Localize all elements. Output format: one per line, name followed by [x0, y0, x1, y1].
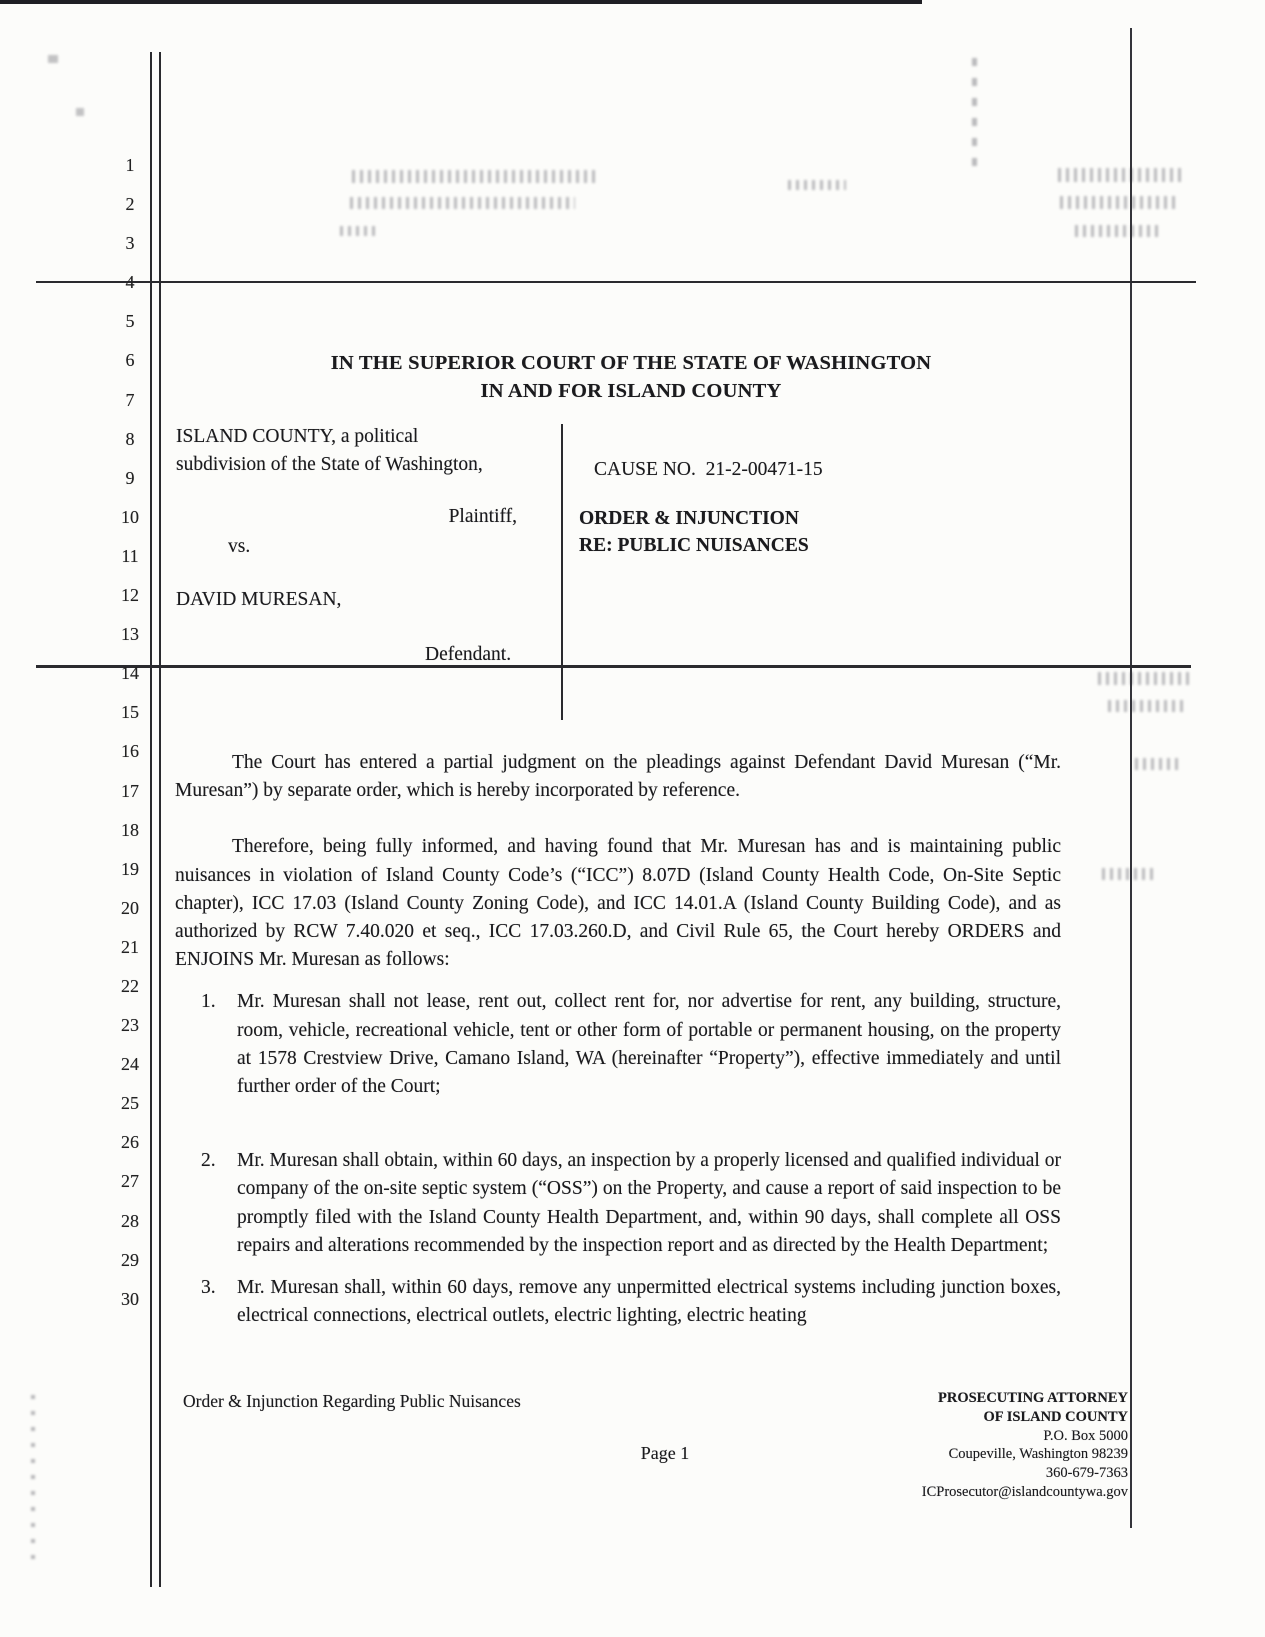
- line-number: 9: [125, 467, 135, 488]
- scan-artifact: [1098, 672, 1190, 685]
- defendant-name: DAVID MURESAN,: [176, 589, 342, 610]
- caption-underline-rule: [0, 0, 922, 4]
- line-number: 7: [125, 389, 135, 410]
- scan-artifact: [350, 197, 575, 209]
- caption-divider-rule: [561, 424, 563, 720]
- horizontal-rule-top: [36, 281, 1196, 283]
- document-title-line2: RE: PUBLIC NUISANCES: [579, 535, 809, 556]
- line-number: 12: [121, 585, 139, 606]
- order-item-number: 3.: [201, 1277, 216, 1299]
- line-number: 1: [125, 155, 135, 175]
- scan-artifact: [352, 170, 597, 183]
- attorney-block-line: Coupeville, Washington 98239: [948, 1446, 1128, 1463]
- court-title-line1: IN THE SUPERIOR COURT OF THE STATE OF WASHINGTON: [330, 352, 932, 374]
- order-item: [175, 988, 1061, 1101]
- line-number: 27: [121, 1171, 139, 1192]
- line-number: 8: [125, 428, 135, 449]
- line-number: 16: [121, 741, 139, 762]
- scan-artifact: [76, 108, 84, 116]
- body-paragraph-1: The Court has entered a partial judgment on the pleadings against Defendant David Muresan (“Mr. Muresan”) by separate order, which is hereby incorporated by reference.: [175, 752, 1061, 802]
- right-edge-rule: [1130, 28, 1132, 1528]
- cause-number: CAUSE NO. 21-2-00471-15: [594, 459, 823, 480]
- attorney-block-line: 360-679-7363: [1045, 1465, 1128, 1482]
- page-number: Page 1: [640, 1443, 690, 1463]
- court-title-line2: IN AND FOR ISLAND COUNTY: [480, 379, 782, 402]
- line-number: 20: [121, 897, 139, 918]
- line-number: 14: [121, 663, 139, 684]
- line-number: 18: [121, 819, 139, 840]
- scan-artifact: [1135, 758, 1183, 770]
- scan-artifact: [788, 180, 846, 190]
- attorney-address-block: [798, 1389, 1128, 1502]
- attorney-block-line: ICProsecutor@islandcountywa.gov: [921, 1483, 1128, 1500]
- scan-artifact: [31, 1395, 35, 1565]
- line-number: 11: [121, 545, 139, 566]
- line-number: 23: [121, 1015, 139, 1036]
- plaintiff-role-label: Plaintiff,: [448, 506, 517, 527]
- line-number: 25: [121, 1093, 139, 1114]
- scan-artifact: [48, 55, 58, 63]
- line-number: 28: [121, 1210, 139, 1231]
- line-number: 4: [125, 272, 135, 293]
- line-number: 5: [125, 311, 135, 332]
- order-item-text: Mr. Muresan shall, within 60 days, remove any unpermitted electrical systems including junction boxes, electrical connections, electrical outlets, electric lighting, electric heating: [237, 1277, 1061, 1327]
- body-paragraph-2: Therefore, being fully informed, and having found that Mr. Muresan has and is maintaining public nuisances in violation of Island County Code’s (“ICC”) 8.07D (Island County Health Code, On-Site Septic chapter), ICC 17.03 (Island County Zoning Code), and ICC 14.01.A (Island County Building Code), and as authorized by RCW 7.40.020 et seq., ICC 17.03.260.D, and Civil Rule 65, the Court hereby ORDERS and ENJOINS Mr. Muresan as follows:: [175, 836, 1061, 971]
- order-item-text: Mr. Muresan shall not lease, rent out, collect rent for, nor advertise for rent, any building, structure, room, vehicle, recreational vehicle, tent or other form of portable or permanent housing, on the property at 1578 Crestview Drive, Camano Island, WA (hereinafter “Property”), effective immediately and until further order of the Court;: [237, 991, 1061, 1098]
- scan-artifact: [972, 58, 977, 168]
- document-title-line1: ORDER & INJUNCTION: [579, 508, 799, 529]
- line-number: 19: [121, 858, 139, 879]
- line-number: 13: [121, 624, 139, 645]
- line-number: 24: [121, 1054, 139, 1075]
- order-body: [175, 749, 1061, 1330]
- line-number: 22: [121, 975, 139, 996]
- attorney-block-line: PROSECUTING ATTORNEY: [937, 1390, 1128, 1406]
- plaintiff-name-line1: ISLAND COUNTY, a political: [176, 426, 419, 447]
- order-item: [175, 1147, 1061, 1260]
- order-item-number: 1.: [201, 991, 216, 1013]
- court-title: [175, 350, 1087, 405]
- scan-artifact: [1060, 196, 1175, 209]
- line-number: 26: [121, 1132, 139, 1153]
- line-number: 29: [121, 1249, 139, 1270]
- line-number: 15: [121, 702, 139, 723]
- scan-artifact: [1108, 700, 1183, 712]
- horizontal-rule-mid: [36, 665, 1191, 668]
- line-number: 2: [125, 194, 135, 215]
- attorney-block-line: OF ISLAND COUNTY: [983, 1408, 1128, 1425]
- line-number: 17: [121, 780, 139, 801]
- scan-artifact: [1102, 868, 1154, 880]
- attorney-block-line: P.O. Box 5000: [1043, 1427, 1128, 1444]
- line-number: 6: [125, 350, 135, 371]
- order-item-text: Mr. Muresan shall obtain, within 60 days, an inspection by a properly licensed and qualified individual or company of the on-site septic system (“OSS”) on the Property, and cause a report of said inspection to be promptly filed with the Island County Health Department, and, within 90 days, shall complete all OSS repairs and alterations recommended by the inspection report and as directed by the Health Department;: [237, 1150, 1061, 1256]
- versus-label: vs.: [228, 536, 251, 557]
- scan-artifact: [1058, 168, 1183, 182]
- order-item: [175, 1274, 1061, 1330]
- line-number-column: [110, 146, 150, 1319]
- line-number: 21: [121, 936, 139, 957]
- plaintiff-name-line2: subdivision of the State of Washington,: [176, 454, 483, 475]
- scan-artifact: [340, 226, 380, 236]
- scan-artifact: [1075, 225, 1160, 237]
- line-number: 10: [121, 506, 139, 527]
- footer-document-title: Order & Injunction Regarding Public Nuisances: [183, 1391, 521, 1411]
- order-item-number: 2.: [201, 1150, 216, 1172]
- line-number: 30: [121, 1288, 139, 1309]
- line-number: 3: [125, 233, 135, 254]
- defendant-role-label: Defendant.: [425, 644, 512, 665]
